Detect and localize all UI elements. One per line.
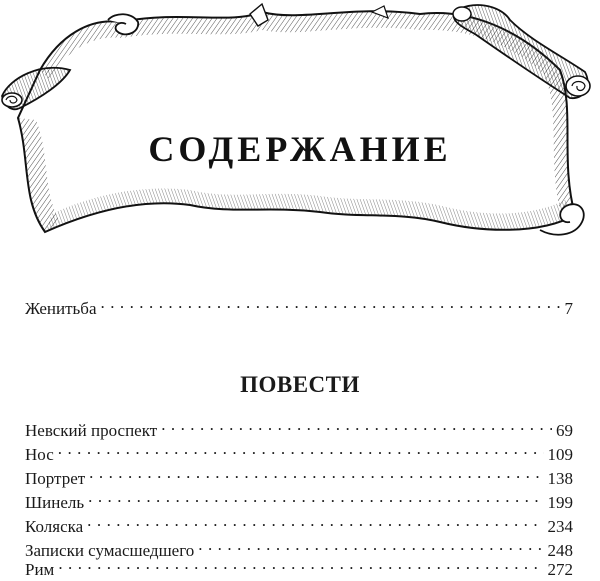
toc-entry-page: 69 — [556, 421, 573, 440]
page-title: СОДЕРЖАНИЕ — [148, 129, 452, 169]
dot-leader — [58, 438, 544, 460]
toc-entry-title: Шинель — [25, 493, 85, 512]
toc-entry-page: 138 — [547, 469, 573, 488]
toc-entry-page: 199 — [547, 493, 573, 512]
toc-entry-title: Женитьба — [25, 299, 97, 318]
toc-entry-page: 7 — [564, 299, 573, 318]
toc-entry-title: Рим — [25, 560, 55, 579]
toc-entry-page: 248 — [547, 541, 573, 560]
dot-leader — [161, 414, 552, 436]
dot-leader — [89, 462, 543, 484]
dot-leader — [101, 292, 561, 314]
toc-entry[interactable] — [25, 292, 573, 320]
toc-entry-page: 272 — [547, 560, 573, 579]
toc-entry-title: Записки сумасшедшего — [25, 541, 195, 560]
dot-leader — [88, 486, 543, 508]
toc-entry-title: Нос — [25, 445, 54, 464]
toc-entry-page: 109 — [547, 445, 573, 464]
toc-entry-title: Коляска — [25, 517, 84, 536]
toc-entry-title: Портрет — [25, 469, 86, 488]
toc-entry[interactable] — [25, 553, 573, 581]
dot-leader — [87, 510, 543, 532]
toc-entry-page: 234 — [547, 517, 573, 536]
dot-leader — [58, 553, 543, 575]
toc-entry-title: Невский проспект — [25, 421, 158, 440]
section-heading: ПОВЕСТИ — [240, 372, 360, 397]
parchment-scroll-illustration — [0, 0, 600, 250]
